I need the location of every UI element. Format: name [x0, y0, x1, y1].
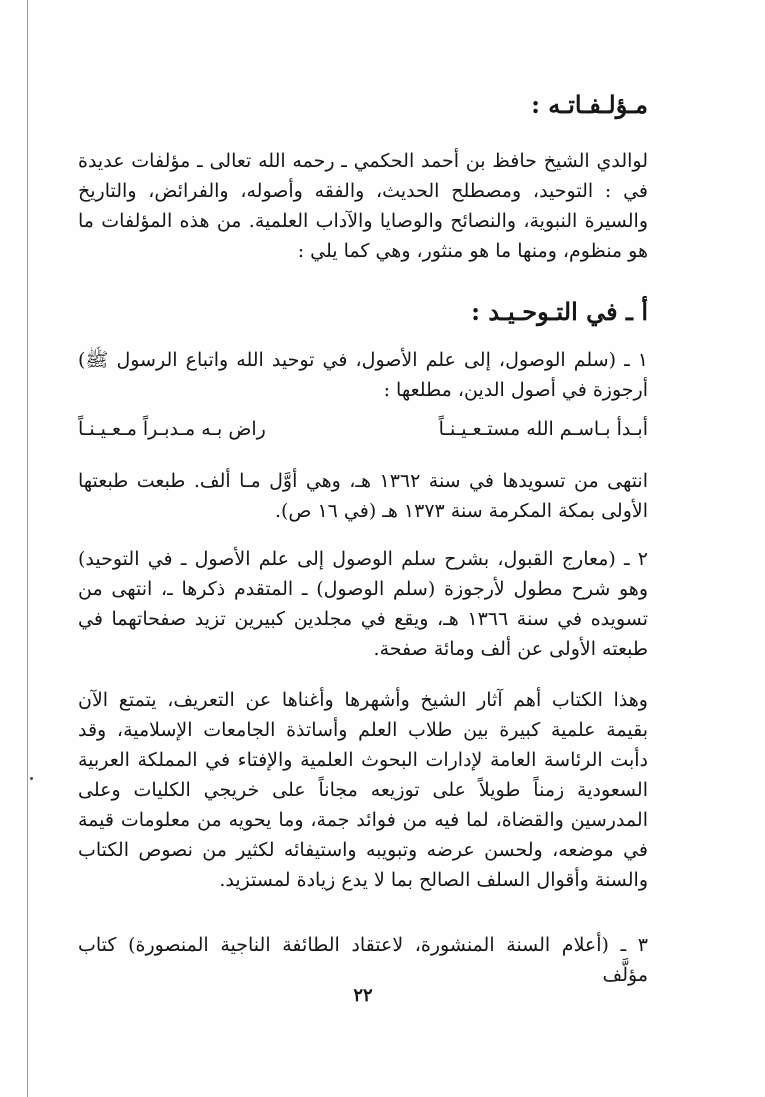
section-heading: مـؤلـفـاتـه :: [531, 90, 648, 119]
item-1-note-text: انتهى من تسويدها في سنة ١٣٦٢ هـ، وهي أوَّل مـا ألف. طبعت طبعتها الأولى بمكة المكرمة سنة ١٣٧٣ هـ (في ١٦ ص).: [78, 470, 648, 522]
margin-mark: [30, 777, 33, 780]
item-2-text: ٢ ـ (معارج القبول، بشرح سلم الوصول إلى علم الأصول ـ في التوحيد) وهو شرح مطول لأرجوزة (سلم الوصول) ـ المتقدم ذكرها ـ، انتهى من تسويده في سنة ١٣٦٦ هـ، ويقع في مجلدين كبيرين تزيد صفحاتهما في طبعته الأولى عن ألف ومائة صفحة.: [78, 548, 648, 660]
item-2-note-text: وهذا الكتاب أهم آثار الشيخ وأشهرها وأغناها عن التعريف، يتمتع الآن بقيمة علمية كبيرة بين طلاب العلم وأساتذة الجامعات الإسلامية، وقد دأبت الرئاسة العامة لإدارات البحوث العلمية والإفتاء في المملكة العربية السعودية زمناً طويلاً على توزيعه مجاناً على خريجي الكليات وعلى المدرسين والقضاة، لما فيه من فوائد جمة، وما يحويه من معلومات قيمة في موضعه، ولحسن عرضه وتبويبه واستيفائه لكثير من نصوص الكتاب والسنة وأقوال السلف الصالح بما لا يدع زيادة لمستزيد.: [78, 689, 648, 891]
item-1-text: ١ ـ (سلم الوصول، إلى علم الأصول، في توحيد الله واتباع الرسول ﷺ) أرجوزة في أصول الدين، مطلعها :: [78, 349, 648, 401]
intro-text: لوالدي الشيخ حافظ بن أحمد الحكمي ـ رحمه الله تعالى ـ مؤلفات عديدة في : التوحيد، ومصطلح الحديث، والفقه وأصوله، والفرائض، والتاريخ والسيرة النبوية، والنصائح والوصايا والآداب العلمية. من هذه المؤلفات ما هو منظوم، ومنها ما هو منثور، وهي كما يلي :: [78, 150, 648, 262]
item-3: [78, 930, 648, 990]
document-page: [78, 0, 648, 1097]
page-number: ٢٢: [353, 985, 373, 1006]
verse-second-hemistich: راض بـه مـدبـراً مـعـيـنـاً: [78, 418, 266, 440]
item-3-text: ٣ ـ (أعلام السنة المنشورة، لاعتقاد الطائفة الناجية المنصورة) كتاب مؤلَّف: [78, 934, 648, 986]
page-edge-rule: [27, 0, 28, 1097]
item-2: [78, 544, 648, 664]
item-1-note: [78, 466, 648, 526]
item-1: [78, 345, 648, 405]
item-2-note: [78, 685, 648, 895]
opening-verse: [78, 418, 648, 440]
verse-first-hemistich: أبـدأ بـاسـم الله مستـعـيـنـاً: [438, 418, 648, 440]
tawhid-subheading: أ ـ في التـوحـيـد :: [471, 297, 648, 326]
intro-paragraph: [78, 146, 648, 266]
